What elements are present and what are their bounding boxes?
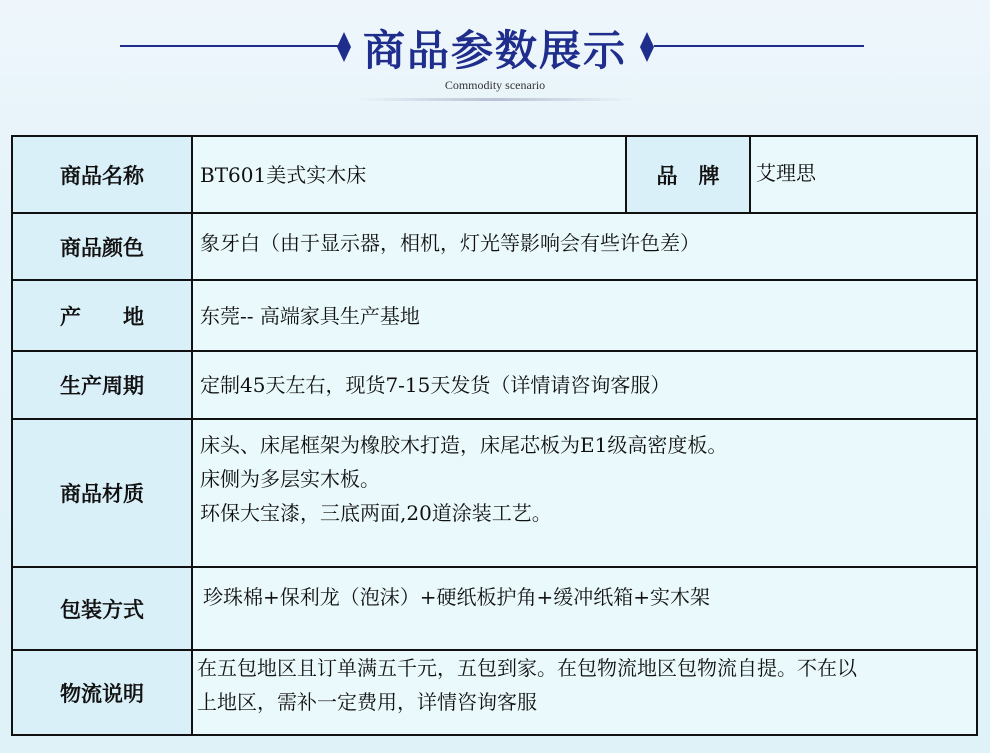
value-product-color: 象牙白（由于显示器，相机，灯光等影响会有些许色差） (200, 231, 700, 255)
table-row-name (13, 137, 976, 214)
value-production-cycle: 定制45天左右，现货7-15天发货（详情请咨询客服） (200, 373, 671, 397)
logistics-line: 在五包地区且订单满五千元，五包到家。在包物流地区包物流自提。不在以 (197, 656, 857, 680)
subtitle-underline (355, 98, 635, 101)
page-subtitle: Commodity scenario (444, 78, 546, 92)
label-product-name: 商品名称 (13, 137, 193, 212)
value-material (200, 420, 968, 566)
label-logistics: 物流说明 (13, 651, 193, 734)
header-rule-left (120, 45, 338, 47)
label-packing: 包装方式 (13, 568, 193, 649)
value-packing: 珍珠棉+保利龙（泡沫）+硬纸板护角+缓冲纸箱+实木架 (203, 585, 711, 609)
product-parameters-table (11, 135, 978, 736)
diamond-ornament-right-icon (640, 32, 654, 62)
table-row-cycle (13, 352, 976, 420)
value-brand: 艾理思 (756, 161, 816, 185)
material-line: 床侧为多层实木板。 (200, 467, 380, 491)
value-origin: 东莞-- 高端家具生产基地 (200, 303, 420, 328)
table-row-material (13, 420, 976, 568)
header-rule-right (654, 45, 864, 47)
page-title: 商品参数展示 (362, 26, 627, 75)
material-line: 床头、床尾框架为橡胶木打造，床尾芯板为E1级高密度板。 (200, 433, 728, 457)
section-header (0, 0, 990, 120)
label-production-cycle: 生产周期 (13, 352, 193, 418)
value-logistics (197, 651, 972, 734)
label-brand: 品 牌 (625, 137, 751, 212)
table-row-color (13, 214, 976, 281)
material-line: 环保大宝漆，三底两面,20道涂装工艺。 (200, 501, 552, 525)
label-material: 商品材质 (13, 420, 193, 566)
value-product-name: BT601美式实木床 (200, 162, 367, 187)
diamond-ornament-left-icon (337, 32, 351, 62)
logistics-line: 上地区，需补一定费用，详情咨询客服 (197, 690, 537, 714)
label-product-color: 商品颜色 (13, 214, 193, 279)
table-row-origin (13, 281, 976, 352)
table-row-logistics (13, 651, 976, 734)
table-row-packing (13, 568, 976, 651)
label-origin: 产 地 (13, 281, 193, 350)
